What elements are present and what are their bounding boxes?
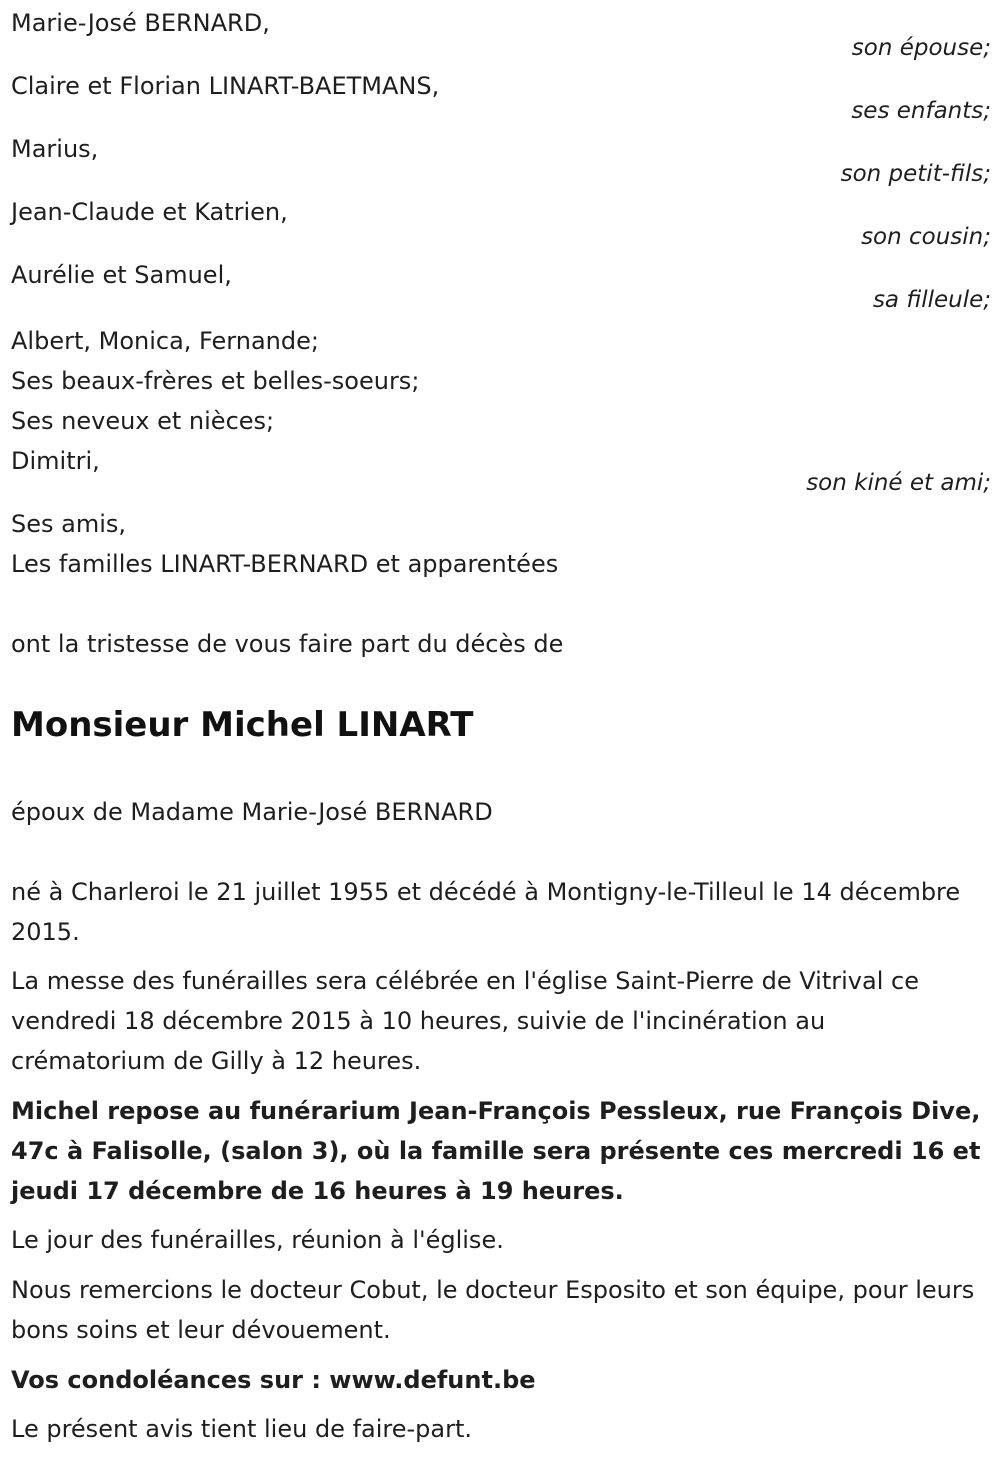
family-name: Dimitri, — [11, 447, 100, 475]
family-entry-spouse — [11, 0, 991, 63]
notice-text: Le présent avis tient lieu de faire-part. — [11, 1415, 473, 1443]
spouse-line: époux de Madame Marie-José BERNARD — [11, 798, 493, 826]
family-role: ses enfants; — [851, 98, 991, 124]
family-name: Marius, — [11, 135, 99, 163]
condolences-text: Vos condoléances sur : www.defunt.be — [11, 1366, 536, 1394]
family-entry-grandson — [11, 126, 991, 189]
family-name: Aurélie et Samuel, — [11, 261, 232, 289]
relatives-line: Ses neveux et nièces; — [11, 407, 275, 435]
family-entry-goddaughter — [11, 252, 991, 315]
family-name: Jean-Claude et Katrien, — [11, 198, 288, 226]
meeting-text: Le jour des funérailles, réunion à l'église. — [11, 1226, 504, 1254]
family-role: son cousin; — [861, 224, 991, 250]
funerarium-text: Michel repose au funérarium Jean-François Pessleux, rue François Dive, 47c à Falisolle, (salon 3), où la famille sera présente ces mercredi 16 et jeudi 17 décembre de 16 heures à 19 heures. — [11, 1097, 981, 1205]
deceased-name: Monsieur Michel LINART — [11, 705, 474, 745]
friends-line: Les familles LINART-BERNARD et apparentées — [11, 550, 559, 578]
relatives-line: Albert, Monica, Fernande; — [11, 327, 319, 355]
family-role: son épouse; — [851, 35, 991, 61]
thanks-text: Nous remercions le docteur Cobut, le docteur Esposito et son équipe, pour leurs bons soins et leur dévouement. — [11, 1276, 975, 1344]
family-name: Claire et Florian LINART-BAETMANS, — [11, 72, 440, 100]
family-role: son petit-fils; — [840, 161, 991, 187]
family-name: Marie-José BERNARD, — [11, 9, 270, 37]
family-role: sa filleule; — [872, 287, 991, 313]
relatives-line: Ses beaux-frères et belles-soeurs; — [11, 367, 420, 395]
friends-line: Ses amis, — [11, 510, 127, 538]
family-entry-dimitri — [11, 441, 991, 501]
other-relatives — [11, 321, 991, 441]
family-role: son kiné et ami; — [806, 470, 991, 496]
friends-block — [11, 504, 991, 584]
birth-death-text: né à Charleroi le 21 juillet 1955 et décédé à Montigny-le-Tilleul le 14 décembre 2015. — [11, 878, 961, 946]
family-entry-cousin — [11, 189, 991, 252]
funeral-mass-text: La messe des funérailles sera célébrée en l'église Saint-Pierre de Vitrival ce vendredi 18 décembre 2015 à 10 heures, suivie de l'incinération au crématorium de Gilly à 12 heures. — [11, 967, 919, 1075]
family-entry-children — [11, 63, 991, 126]
announcement-text: ont la tristesse de vous faire part du décès de — [11, 630, 564, 658]
